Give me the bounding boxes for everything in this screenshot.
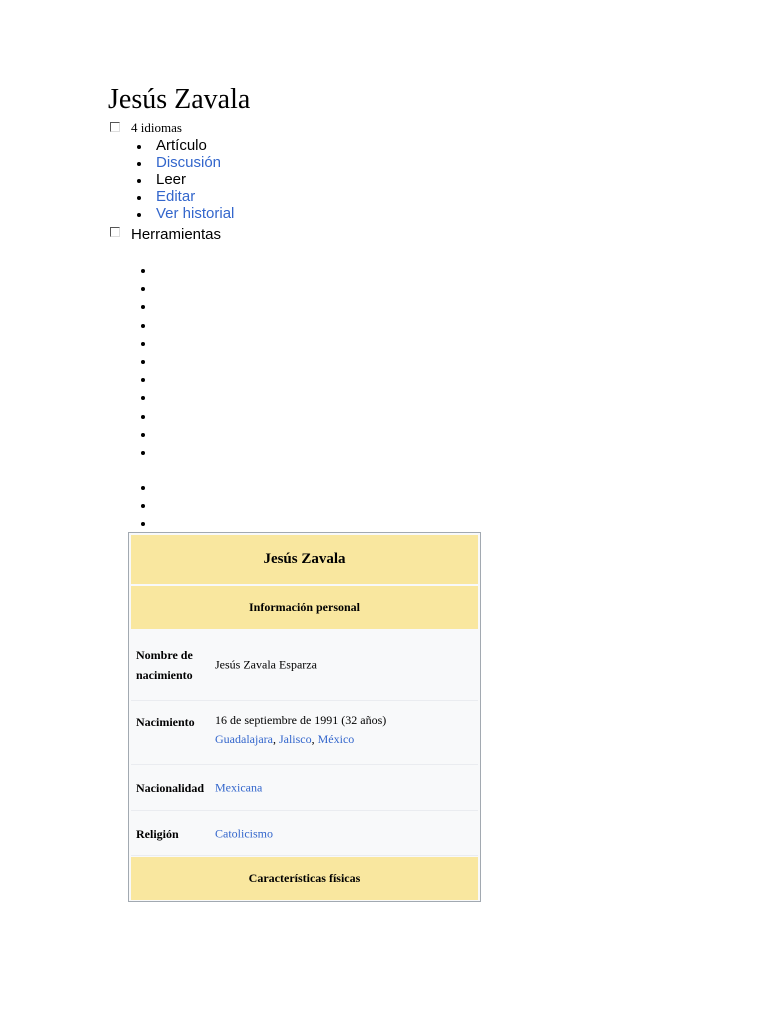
- infobox-label: Religión: [136, 826, 179, 841]
- nav-item-label[interactable]: Editar: [156, 188, 196, 205]
- infobox-label: Nombre de nacimiento: [136, 648, 193, 682]
- page-actions-list: [137, 137, 234, 222]
- infobox-row-birth-name: [131, 630, 478, 701]
- birth-state-link[interactable]: Jalisco: [278, 732, 312, 746]
- separator: ,: [272, 732, 279, 746]
- languages-label[interactable]: 4 idiomas: [131, 120, 182, 135]
- nav-item-label[interactable]: Ver historial: [156, 205, 235, 222]
- page-title: Jesús Zavala: [108, 84, 251, 115]
- languages-checkbox[interactable]: [110, 122, 120, 132]
- nav-item-ver-historial[interactable]: [137, 205, 234, 222]
- nav-item-leer[interactable]: [137, 171, 234, 188]
- birth-place: [215, 730, 386, 749]
- infobox-row-religion: [131, 812, 478, 856]
- birth-country-link[interactable]: México: [317, 732, 355, 746]
- tools-checkbox[interactable]: [110, 227, 120, 237]
- infobox-section-personal: Información personal: [131, 586, 478, 629]
- nav-item-editar[interactable]: [137, 188, 234, 205]
- separator: ,: [311, 732, 318, 746]
- birth-date: 16 de septiembre de 1991 (32 años): [215, 713, 387, 727]
- infobox-value: [215, 711, 386, 749]
- infobox-section-physical: Características físicas: [131, 857, 478, 900]
- infobox-row-nationality: [131, 766, 478, 811]
- tools-toggle[interactable]: [110, 226, 221, 244]
- religion-link[interactable]: Catolicismo: [215, 826, 273, 840]
- nav-item-label[interactable]: Artículo: [156, 137, 207, 154]
- infobox-value: Jesús Zavala Esparza: [215, 657, 317, 672]
- infobox-title: Jesús Zavala: [131, 535, 478, 584]
- nav-item-label[interactable]: Discusión: [156, 154, 222, 171]
- nav-item-label[interactable]: Leer: [156, 171, 187, 188]
- infobox-row-birth: [131, 702, 478, 765]
- birth-city-link[interactable]: Guadalajara: [215, 732, 273, 746]
- infobox-label: Nacimiento: [136, 715, 195, 729]
- infobox: [128, 532, 481, 902]
- nav-item-articulo[interactable]: [137, 137, 234, 154]
- languages-toggle[interactable]: [110, 120, 182, 136]
- tools-label[interactable]: Herramientas: [131, 226, 222, 243]
- infobox-label: Nacionalidad: [136, 781, 205, 795]
- nationality-link[interactable]: Mexicana: [215, 780, 263, 795]
- nav-item-discusion[interactable]: [137, 154, 234, 171]
